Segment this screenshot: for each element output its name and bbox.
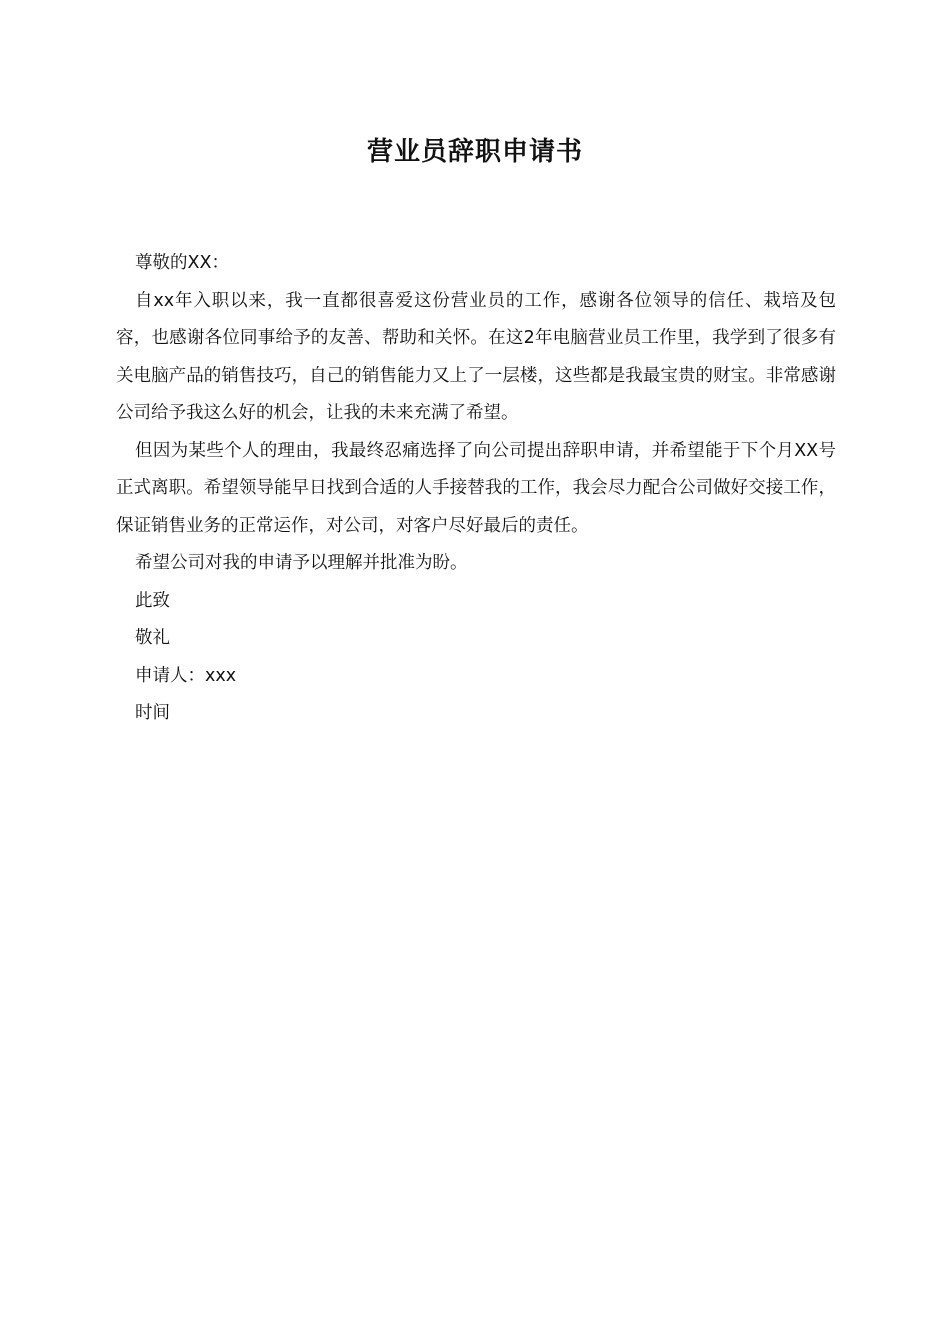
applicant-line: 申请人：xxx <box>135 665 237 686</box>
document-title: 营业员辞职申请书 <box>366 137 583 167</box>
paragraph-1: 自xx年入职以来，我一直都很喜爱这份营业员的工作，感谢各位领导的信任、栽培及包容，也感谢各位同事给予的友善、帮助和关怀。在这2年电脑营业员工作里，我学到了很多有关电脑产品的销售技巧，自己的销售能力又上了一层楼，这些都是我最宝贵的财宝。非常感谢公司给予我这么好的机会，让我的未来充满了希望。 <box>116 290 836 423</box>
closing-greeting: 此致 <box>135 590 170 611</box>
paragraph-2: 但因为某些个人的理由，我最终忍痛选择了向公司提出辞职申请，并希望能于下个月XX号正式离职。希望领导能早日找到合适的人手接替我的工作，我会尽力配合公司做好交接工作，保证销售业务的正常运作，对公司，对客户尽好最后的责任。 <box>116 440 836 536</box>
salutation: 尊敬的XX： <box>135 253 229 273</box>
document-body <box>116 245 836 733</box>
paragraph-3: 希望公司对我的申请予以理解并批准为盼。 <box>135 553 468 573</box>
date-line: 时间 <box>135 703 170 723</box>
closing-salute: 敬礼 <box>135 628 170 648</box>
